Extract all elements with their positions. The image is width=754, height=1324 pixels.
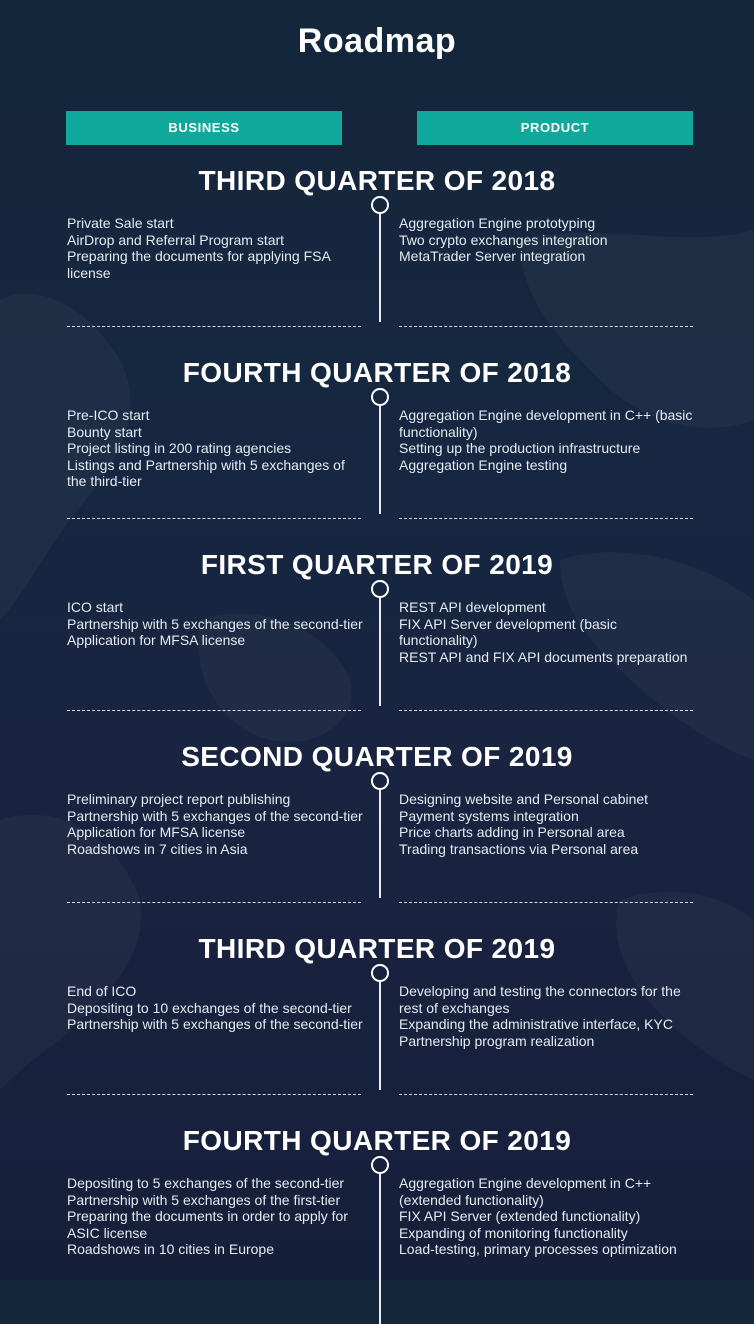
timeline-line [379, 598, 381, 706]
product-milestone-item: Aggregation Engine testing [399, 456, 568, 473]
product-milestone-item: Designing website and Personal cabinet [399, 791, 649, 807]
business-milestone-list [67, 599, 365, 649]
quarter-heading: SECOND QUARTER OF 2019 [181, 741, 573, 772]
business-milestone-item: AirDrop and Referral Program start [67, 231, 285, 248]
product-milestone-list [399, 983, 697, 1049]
product-milestone-item: Developing and testing the connectors for the rest of exchanges [399, 983, 681, 1016]
business-milestone-list [67, 983, 365, 1033]
product-milestone-item: Load-testing, primary processes optimization [399, 1241, 677, 1257]
product-milestone-item: Partnership program realization [399, 1032, 595, 1049]
tab-product[interactable]: PRODUCT [417, 111, 693, 145]
business-milestone-item: Application for MFSA license [67, 632, 246, 648]
roadmap-quarter [0, 740, 754, 932]
product-milestone-list [399, 791, 697, 857]
business-milestone-item: Depositing to 5 exchanges of the second-tier [67, 1175, 345, 1191]
product-milestone-item: Trading transactions via Personal area [399, 840, 639, 857]
business-milestone-list [67, 215, 365, 281]
business-milestone-item: Listings and Partnership with 5 exchanges of the third-tier [67, 456, 345, 489]
business-milestone-item: Project listing in 200 rating agencies [67, 440, 292, 456]
timeline-line [379, 214, 381, 322]
product-milestone-item: Expanding the administrative interface, KYC [399, 1016, 673, 1032]
business-milestone-item: ICO start [67, 599, 124, 615]
business-milestone-item: Preparing the documents in order to apply for ASIC license [67, 1208, 348, 1241]
timeline-node-icon [371, 388, 389, 406]
section-divider [399, 1094, 693, 1095]
roadmap-quarter [0, 164, 754, 356]
product-milestone-item: Aggregation Engine development in C++ (basic functionality) [399, 407, 693, 440]
business-milestone-list [67, 791, 365, 857]
product-milestone-item: Payment systems integration [399, 807, 579, 824]
business-milestone-item: Preparing the documents for applying FSA license [67, 248, 331, 281]
section-divider [67, 902, 361, 903]
quarter-heading: THIRD QUARTER OF 2018 [198, 165, 556, 196]
product-milestone-item: Expanding of monitoring functionality [399, 1224, 628, 1241]
product-milestone-item: Two crypto exchanges integration [399, 231, 608, 248]
business-milestone-item: Partnership with 5 exchanges of the second-tier [67, 1016, 363, 1032]
business-milestone-item: Preliminary project report publishing [67, 791, 291, 807]
section-divider [67, 518, 361, 519]
section-divider [399, 518, 693, 519]
timeline-line [379, 982, 381, 1090]
business-milestone-item: Bounty start [67, 423, 142, 440]
roadmap-quarter [0, 1124, 754, 1316]
business-milestone-item: Roadshows in 7 cities in Asia [67, 840, 248, 857]
business-milestone-item: Partnership with 5 exchanges of the first-tier [67, 1191, 341, 1208]
product-milestone-list [399, 1175, 697, 1258]
section-divider [67, 710, 361, 711]
section-divider [67, 1094, 361, 1095]
section-divider [399, 710, 693, 711]
section-divider [399, 902, 693, 903]
product-milestone-item: Aggregation Engine development in C++ (extended functionality) [399, 1175, 652, 1208]
roadmap-quarter [0, 548, 754, 740]
quarter-heading: FOURTH QUARTER OF 2019 [182, 1125, 572, 1156]
timeline-node-icon [371, 580, 389, 598]
product-milestone-item: REST API and FIX API documents preparation [399, 648, 688, 665]
tab-business[interactable]: BUSINESS [66, 111, 342, 145]
business-milestone-item: End of ICO [67, 983, 137, 999]
section-divider [67, 326, 361, 327]
timeline-line [379, 406, 381, 514]
timeline-line [379, 1174, 381, 1324]
section-divider [399, 326, 693, 327]
quarter-heading: FOURTH QUARTER OF 2018 [182, 357, 572, 388]
product-milestone-item: FIX API Server development (basic functionality) [399, 615, 617, 648]
business-milestone-item: Roadshows in 10 cities in Europe [67, 1241, 275, 1257]
timeline-node-icon [371, 964, 389, 982]
product-milestone-item: Price charts adding in Personal area [399, 824, 625, 840]
product-milestone-item: MetaTrader Server integration [399, 248, 586, 264]
business-milestone-item: Depositing to 10 exchanges of the second-tier [67, 999, 352, 1016]
business-milestone-item: Partnership with 5 exchanges of the second-tier [67, 615, 363, 632]
business-milestone-item: Application for MFSA license [67, 824, 246, 840]
roadmap-quarter [0, 356, 754, 548]
quarter-heading: THIRD QUARTER OF 2019 [198, 933, 556, 964]
product-milestone-item: Aggregation Engine prototyping [399, 215, 596, 231]
timeline-node-icon [371, 1156, 389, 1174]
timeline-node-icon [371, 772, 389, 790]
business-milestone-list [67, 1175, 365, 1258]
product-milestone-item: REST API development [399, 599, 546, 615]
product-milestone-list [399, 407, 697, 473]
roadmap-quarter [0, 932, 754, 1124]
product-milestone-item: FIX API Server (extended functionality) [399, 1208, 641, 1224]
page-title: Roadmap [297, 22, 457, 60]
product-milestone-item: Setting up the production infrastructure [399, 440, 641, 456]
product-milestone-list [399, 215, 697, 265]
business-milestone-list [67, 407, 365, 490]
product-milestone-list [399, 599, 697, 665]
business-milestone-item: Private Sale start [67, 215, 174, 231]
business-milestone-item: Pre-ICO start [67, 407, 150, 423]
timeline-line [379, 790, 381, 898]
quarter-heading: FIRST QUARTER OF 2019 [200, 549, 554, 580]
timeline-node-icon [371, 196, 389, 214]
business-milestone-item: Partnership with 5 exchanges of the second-tier [67, 807, 363, 824]
